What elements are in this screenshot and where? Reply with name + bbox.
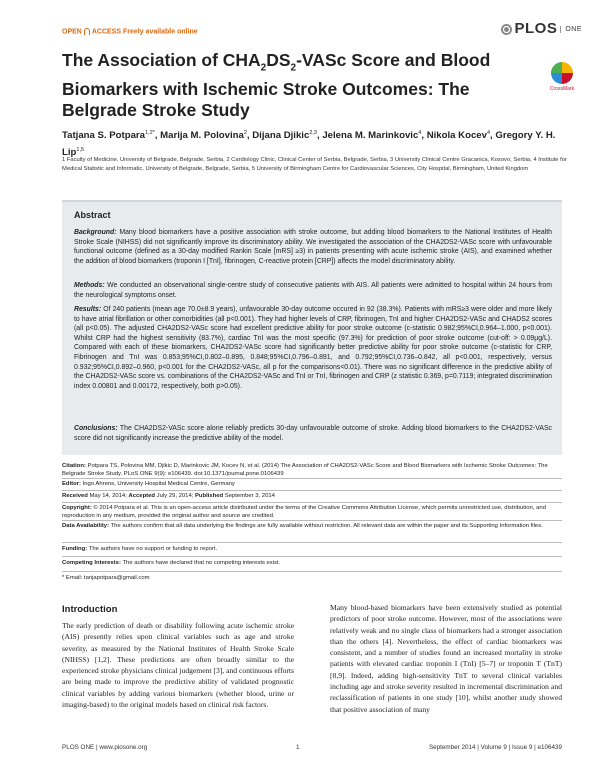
divider xyxy=(62,556,562,557)
funding: Funding: The authors have no support or funding to report. xyxy=(62,546,218,552)
abstract-conclusions: Conclusions: The CHA2DS2-VASc score alone reliably predicts 30-day unfavourable outcome of stroke. Adding blood biomarkers to the CHA2DS2-VASc score did not significantly increase the predictive ability of the model. xyxy=(74,425,552,442)
divider xyxy=(62,542,562,543)
dates: Received May 14, 2014; Accepted July 29, 2014; Published September 3, 2014 xyxy=(62,493,275,499)
title-part: -VASc Score and Blood Biomarkers with Ischemic Stroke Outcomes: The Belgrade Stroke Study xyxy=(62,50,491,120)
crossmark-label: CrossMark xyxy=(549,86,575,92)
divider xyxy=(62,478,562,479)
divider xyxy=(62,490,562,491)
author[interactable]: Dijana Djikic$^{2,3}$ xyxy=(252,130,317,142)
title-sub: 2 xyxy=(290,62,297,74)
author[interactable]: Nikola Kocev$^4$ xyxy=(426,130,491,142)
abstract-methods: Methods: We conducted an observational single-centre study of consecutive patients with AIS. All patients were admitted to hospital within 24 hours from the neurological symptoms onset. xyxy=(74,282,552,299)
intro-right-column: Many blood-based biomarkers have been extensively studied as potential predictors of poor stroke outcome. However, most of the associations were relatively weak and no single class of biomarkers had a stronger association than the others [4]. Nevertheless, the effect of cardiac biomarkers was consistent, and a number of studies found an increased mortality in stroke patients with elevated cardiac troponin I (TnI) [5–7] or troponin T (TnT) [8,9]. Indeed, adding high-sensitivity TnT to several clinical variables including age and stroke severity resulted in incremental discrimination and reclassification of patients in one study [10], whilst another study showed that positive association of many xyxy=(330,603,562,714)
article-title xyxy=(62,50,522,121)
footer-issue: September 2014 | Volume 9 | Issue 9 | e106439 xyxy=(428,744,562,751)
plos-sun-icon xyxy=(501,24,512,35)
affiliations: 1 Faculty of Medicine, University of Belgrade, Belgrade, Serbia, 2 Cardiology Clinic, Clinical Center of Serbia, Belgrade, Serbia, 3 University Clinical Centre Gracanica, Kosovo, Serbia, 4 Institute for Medical Statistic and Informatic, University of Belgrade, Belgrade, Serbia, 5 University of Birmingham Centre for Cardiovascular Sciences, City Hospital, Birmingham, United Kingdom xyxy=(62,157,567,172)
page-number: 1 xyxy=(296,744,300,751)
divider xyxy=(62,502,562,503)
email[interactable]: * Email: tanjapotpara@gmail.com xyxy=(62,575,150,581)
journal-sub: ONE xyxy=(560,26,582,33)
abstract-results: Results: Of 240 patients (mean age 70.0±8.9 years), unfavourable 30-day outcome occured in 92 (38.3%). Patients with mRS≥3 were older and more likely to have atrial fibrillation or other comorbidities (all p<0.001). They had higher levels of CRP, fibrinogen, TnI and higher CHA2DS2-VASc and CHADS2 scores (all p<0.05). The adjusted CHA2DS2-VASc score had excellent predictive ability for poor stroke outcome (c-statistic 0.982;95%CI,0.964–1.000, p<0.001). Whilst CRP had the highest sensitivity (83.7%), cardiac TnI was the most specific (97.3%) for prediction of poor stroke outcome (cut-off: > 0.09µg/L). Compared with each of these biomarkers, CHA2DS2-VASc score had significantly better predictive ability for poor stroke outcome (c-statistic for CRP, Fibrinogen and TnI was 0.853;95%CI,0.802–0.895, 0.848;95%CI,0.796–0.891, and 0.792;95%CI,0.736–0.842, all p<0.001, respectively, versus 0.932;95%CI,0.892–0.960, p<0.001 for the CHA2DS2-VASc, all p for the comparisons<0.01). There was no significant difference in the predictive ability of the CHA2DS2-VASc score vs. combinations of the CHA2DS2-VASc and TnI or TnI, fibrinogen and CRP (z statistic 0.369, p=0.7119; integrated discrimination index 0.00801 and 0.00172, respectively, both p>0.05). xyxy=(74,306,552,390)
editor: Editor: Ingo Ahrens, University Hospital Medical Centre, Germany xyxy=(62,481,235,487)
journal-logo[interactable] xyxy=(501,20,582,37)
access-label: ACCESS xyxy=(91,28,122,36)
author[interactable]: Jelena M. Marinkovic$^4$ xyxy=(322,130,422,142)
open-label: OPEN xyxy=(62,28,82,36)
author[interactable]: Marija M. Polovina$^2$ xyxy=(160,130,247,142)
journal-brand: PLOS xyxy=(514,20,558,37)
author[interactable]: Tatjana S. Potpara$^{1,2*}$ xyxy=(62,130,155,142)
title-sub: 2 xyxy=(260,62,267,74)
title-part: The Association of CHA xyxy=(62,50,261,70)
copyright: Copyright: © 2014 Potpara et al. This is an open-access article distributed under the terms of the Creative Commons Attribution License, which permits unrestricted use, distribution, and reproduction in any medium, provided the original author and source are credited. xyxy=(62,505,546,520)
abstract-heading: Abstract xyxy=(74,210,111,220)
open-lock-icon xyxy=(84,28,90,35)
footer-journal[interactable]: PLOS ONE | www.plosone.org xyxy=(62,744,148,751)
freely-available-label: Freely available online xyxy=(122,28,198,36)
citation: Citation: Potpara TS, Polovina MM, Djikic D, Marinkovic JM, Kocev N, et al. (2014) The Association of CHA2DS2-VASc Score and Blood Biomarkers with Ischemic Stroke Outcomes: The Belgrade Stroke Study. PLoS ONE 9(9): e106439. doi:10.1371/journal.pone.0106439 xyxy=(62,463,548,478)
title-part: DS xyxy=(266,50,291,70)
author[interactable]: Gregory Y. H. Lip$^{1,5}$ xyxy=(62,130,556,159)
author-list: Tatjana S. Potpara$^{1,2*}$, Marija M. Polovina$^2$, Dijana Djikic$^{2,3}$, Jelena M. Marinkovic$^4$, Nikola Kocev$^4$, Gregory Y. H. Lip$^{1,5}$ xyxy=(62,130,556,159)
data-availability: Data Availability: The authors confirm that all data underlying the findings are fully available without restriction. All relevant data are within the paper and its Supporting Information files. xyxy=(62,523,543,529)
section-heading-introduction: Introduction xyxy=(62,604,118,615)
intro-left-column: The early prediction of death or disability following acute ischemic stroke (AIS) presently relies upon clinical variables such as age and stroke severity, as measured by the National Institutes of Health Stroke Scale (NIHSS) [1,2]. These predictions are often broadly similar to the experienced stroke physicians clinical judgement [3], and continuous efforts are being made to improve the predictive ability of validated prognostic clinical variables by adding various biomarkers (whether blood, urine or imaging-based) to the original models based on clinical risk factors. xyxy=(62,621,294,710)
open-access-banner xyxy=(62,28,198,35)
abstract-box xyxy=(62,200,562,455)
divider xyxy=(62,571,562,572)
crossmark-icon xyxy=(551,62,573,84)
competing-interests: Competing Interests: The authors have declared that no competing interests exist. xyxy=(62,560,281,566)
divider xyxy=(62,520,562,521)
abstract-background: Background: Many blood biomarkers have a positive association with stroke outcome, but adding blood biomarkers to the National Institutes of Health Stroke Scale (NIHSS) did not significantly improve its discriminatory ability. We investigated the association of the CHA2DS2-VASc score with unfavourable functional outcome (defined as a 30-day modified Rankin Scale [mRS] ≥3) in patients presenting with acute ischemic stroke (AIS), and examined whether the addition of blood biomarkers (troponin I [TnI], fibrinogen, C-reactive protein [CRP]) affects the model discriminatory ability. xyxy=(74,229,552,265)
crossmark-button[interactable] xyxy=(549,62,575,92)
